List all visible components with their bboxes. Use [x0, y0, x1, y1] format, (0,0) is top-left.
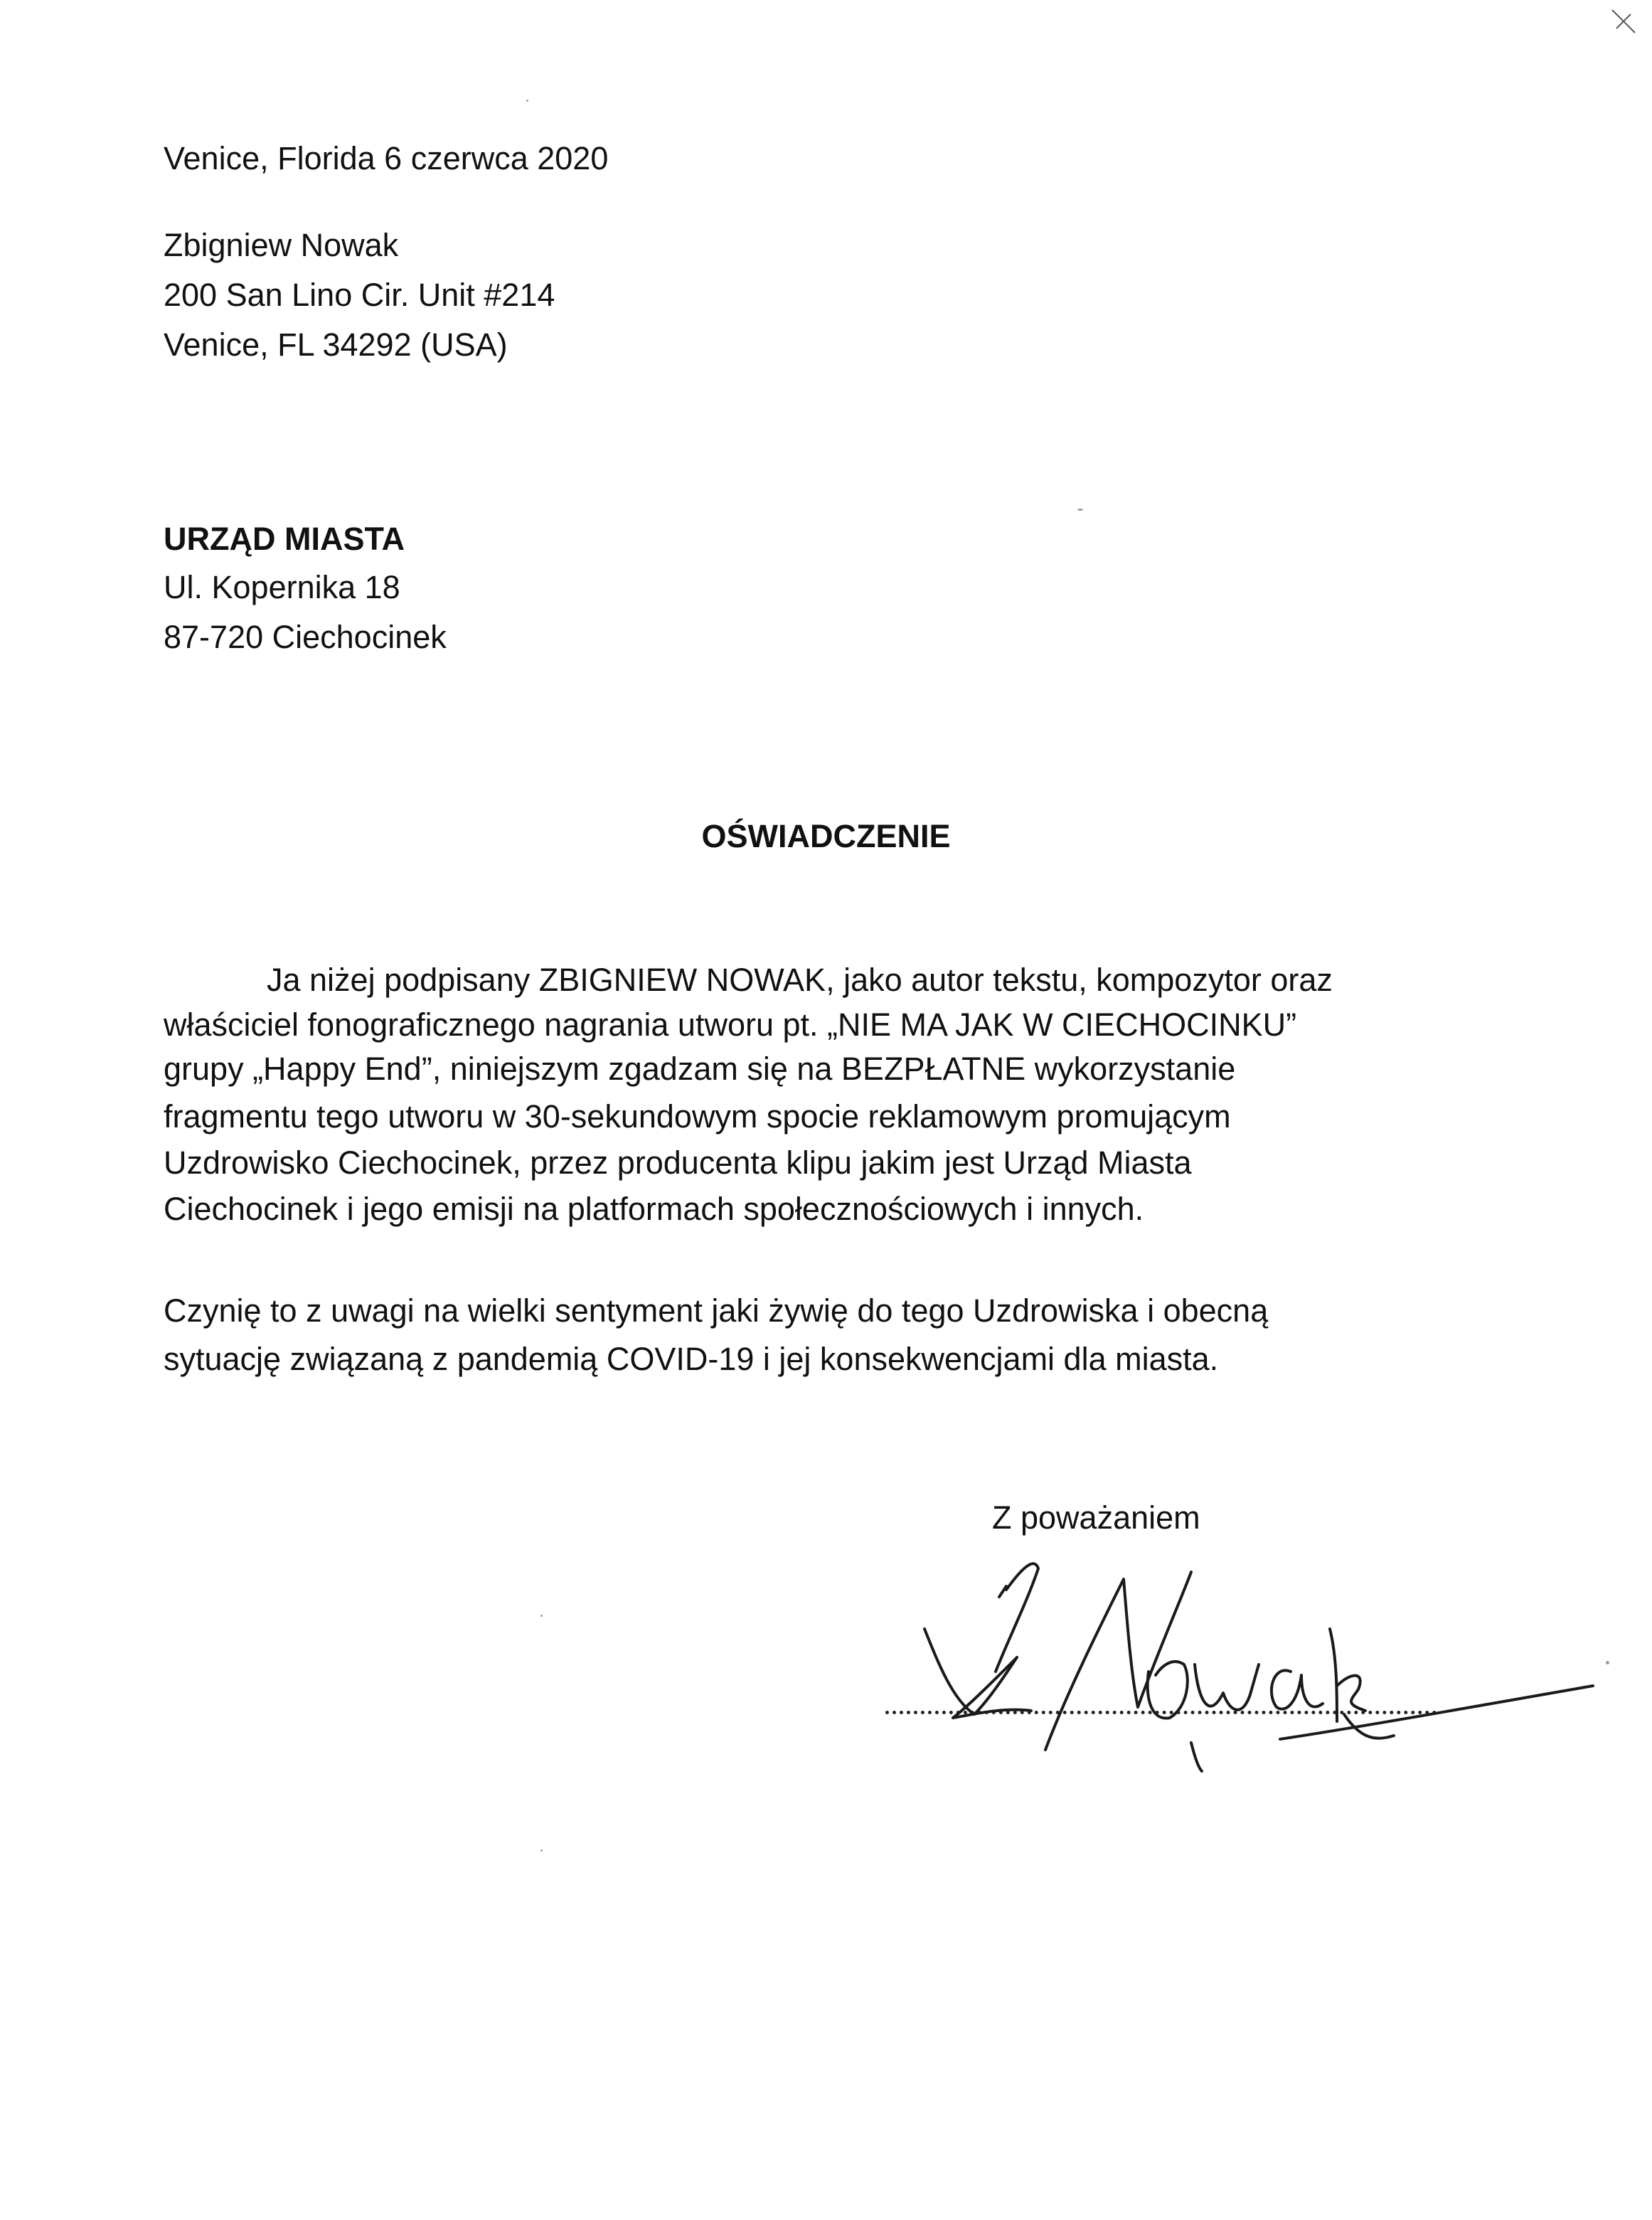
sender-address-line2: Venice, FL 34292 (USA)	[164, 326, 508, 363]
handwritten-signature	[910, 1536, 1607, 1778]
recipient-address-line1: Ul. Kopernika 18	[164, 569, 400, 605]
paragraph-2-line: sytuację związaną z pandemią COVID-19 i jej konsekwencjami dla miasta.	[164, 1341, 1219, 1377]
paragraph-1-line: Ja niżej podpisany ZBIGNIEW NOWAK, jako autor tekstu, kompozytor oraz	[267, 962, 1333, 998]
scan-speck	[540, 1615, 543, 1617]
paragraph-2-line: Czynię to z uwagi na wielki sentyment jaki żywię do tego Uzdrowiska i obecną	[164, 1292, 1269, 1329]
paragraph-1-line: właściciel fonograficznego nagrania utworu pt. „NIE MA JAK W CIECHOCINKU”	[164, 1007, 1297, 1043]
paragraph-1-line: Ciechocinek i jego emisji na platformach społecznościowych i innych.	[164, 1191, 1144, 1227]
place-date: Venice, Florida 6 czerwca 2020	[164, 140, 609, 176]
paragraph-1-line: grupy „Happy End”, niniejszym zgadzam się na BEZPŁATNE wykorzystanie	[164, 1051, 1236, 1087]
paragraph-1-line: Uzdrowisko Ciechocinek, przez producenta klipu jakim jest Urząd Miasta	[164, 1144, 1192, 1181]
sender-address-line1: 200 San Lino Cir. Unit #214	[164, 277, 555, 313]
scan-corner-mark	[1609, 7, 1638, 36]
recipient-name: URZĄD MIASTA	[164, 521, 405, 557]
scan-speck	[526, 100, 528, 102]
scan-speck	[1077, 509, 1083, 511]
scan-speck	[540, 1849, 543, 1852]
scan-speck	[1606, 1661, 1609, 1664]
sender-name: Zbigniew Nowak	[164, 227, 399, 263]
recipient-address-line2: 87-720 Ciechocinek	[164, 619, 447, 655]
document-title: OŚWIADCZENIE	[701, 818, 951, 854]
closing-salutation: Z poważaniem	[992, 1499, 1200, 1536]
paragraph-1-line: fragmentu tego utworu w 30-sekundowym spocie reklamowym promującym	[164, 1098, 1231, 1135]
